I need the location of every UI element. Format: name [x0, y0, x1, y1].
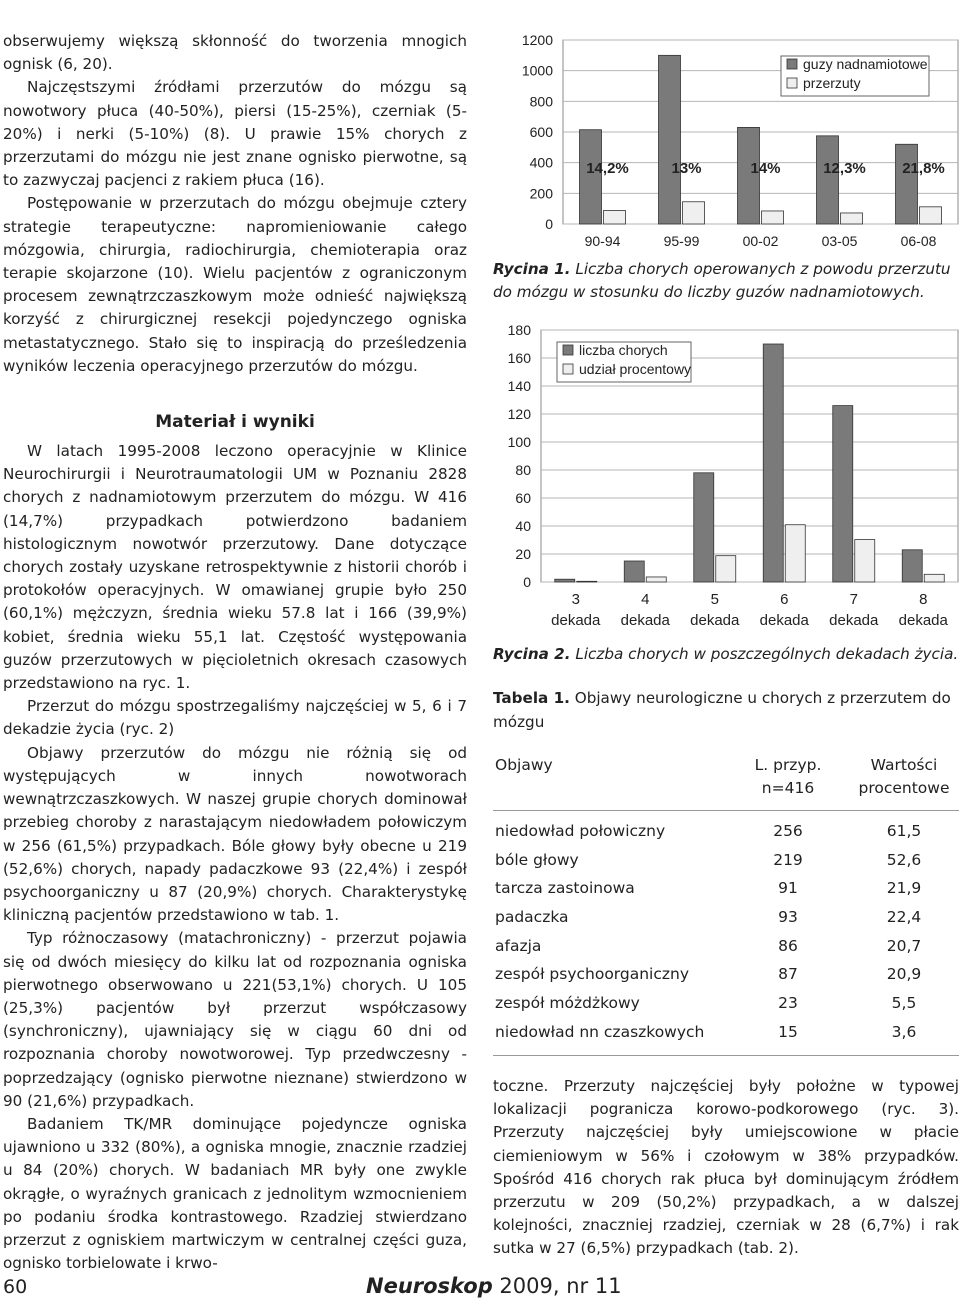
- figure1-bar-chart: [493, 28, 960, 256]
- bar: [694, 473, 714, 582]
- bar: [577, 581, 597, 582]
- table-cell: niedowład połowiczny: [495, 822, 666, 840]
- y-tick-label: 200: [529, 185, 553, 202]
- table-body: [493, 822, 959, 1052]
- figure2-caption: [493, 643, 959, 666]
- figure1-caption: [493, 258, 959, 304]
- table1: [493, 752, 959, 1041]
- table-row: [493, 1023, 959, 1052]
- figure2-caption-text: Liczba chorych w poszczególnych dekadach życia.: [575, 645, 959, 663]
- paragraph: W latach 1995-2008 leczono operacyjnie w Klinice Neurochirurgii i Neurotraumatologii UM w Poznaniu 2828 chorych z nadnamiotowym przerzutem do mózgu. W 416 (14,7%) przypadkach potwierdzono badaniem histologicznym nowotwór przerzutowy. Dane dotyczące chorych zostały uzyskane retrospektywnie z historii chorób i protokołów operacyjnych. W omawianej grupie było 250 (60,1%) mężczyzn, średnia wieku 57.8 lat i 166 (39,9%) kobiet, średnia wieku 55,1 lat. Częstość występowania guzów przerzutowych w pięcioletnich okresach czasowych przedstawiono na ryc. 1.: [3, 442, 467, 693]
- data-label: 12,3%: [823, 160, 866, 177]
- y-tick-label: 40: [515, 518, 531, 534]
- paragraph: Badaniem TK/MR dominujące pojedyncze ogniska ujawniono u 332 (80%), a ogniska mnogie, znacznie rzadziej u 84 (20%) chorych. W badaniach MR były one zwykle okrągłe, o wyraźnych granicach z jednolitym wzmocnieniem po podaniu środka kontrastowego. Rzadziej stwierdzano przerzut z ogniskiem martwiczym w centralnej części guza, ognisko torbielowate i krwo-: [3, 1114, 467, 1273]
- paragraph: Typ różnoczasowy (matachroniczny) - przerzut pojawia się od dwóch miesięcy do kilku lat od rozpoznania ogniska pierwotnego obserwowano u 221(53,1%) chorych. U 105 (25,3%) pacjentów był przerzut współczasowy (synchroniczny), ujawniający się w ciągu 60 dni od rozpoznania choroby nowotworowej. Typ przedwczesny - poprzedzający (ognisko pierwotne nieznane) stwierdzono w 90 (21,6%) przypadkach.: [3, 929, 467, 1110]
- x-tick-label: 95-99: [663, 233, 700, 249]
- table1-title: [493, 686, 959, 734]
- table-cell: 93: [778, 908, 798, 927]
- y-tick-label: 400: [529, 154, 553, 171]
- table-cell: bóle głowy: [495, 850, 579, 869]
- table-cell: 52,6: [886, 850, 922, 869]
- table-header-cell: Wartości: [870, 756, 938, 774]
- table1-title-label: Tabela 1.: [493, 689, 570, 707]
- y-tick-label: 180: [507, 322, 531, 338]
- legend-swatch: [563, 364, 573, 374]
- bar: [902, 550, 922, 582]
- y-tick-label: 160: [507, 350, 531, 366]
- section-heading: Materiał i wyniki: [155, 412, 315, 433]
- y-tick-label: 20: [515, 546, 531, 562]
- x-tick-label: 8 dekada: [898, 591, 948, 629]
- table-cell: 3,6: [891, 1022, 917, 1041]
- table-cell: 21,9: [886, 879, 922, 898]
- bar: [659, 55, 681, 224]
- y-tick-label: 140: [507, 378, 531, 394]
- table-cell: 5,5: [891, 994, 917, 1013]
- page-number: 60: [3, 1276, 28, 1298]
- bar: [833, 406, 853, 582]
- y-tick-label: 1200: [521, 32, 553, 48]
- legend-swatch: [563, 345, 573, 355]
- table-row: [493, 937, 959, 966]
- table-cell: 86: [778, 936, 798, 955]
- bar: [841, 213, 863, 224]
- figure2-bar-chart: [493, 318, 960, 640]
- paragraph: toczne. Przerzuty najczęściej były położne w typowej lokalizacji pogranicza korowo-podkorowego (ryc. 3). Przerzuty najczęściej były umiejscowione w płacie ciemieniowym w 56% i czołowym w 38% przypadków. Spośród 416 chorych rak płuca był dominującym źródłem przerzutu w 209 (50,2%) przypadkach, a w dalszej kolejności, znaczniej rzadziej, czerniak w 28 (6,7%) i rak sutka w 27 (6,5%) przypadkach (tab. 2).: [493, 1077, 959, 1258]
- journal-name: Neuroskop: [366, 1274, 493, 1298]
- y-tick-label: 80: [515, 462, 531, 478]
- journal-citation: [366, 1274, 622, 1298]
- bar: [924, 574, 944, 582]
- x-tick-label: 3 dekada: [551, 591, 601, 629]
- x-tick-label: 5 dekada: [690, 591, 740, 629]
- table-header: [493, 752, 959, 810]
- table-header-cell: L. przyp.: [754, 756, 822, 774]
- y-tick-label: 800: [529, 93, 553, 110]
- table-cell: zespół psychoorganiczny: [495, 965, 690, 984]
- legend-swatch: [787, 59, 797, 69]
- table-cell: afazja: [495, 936, 542, 955]
- paragraph: Najczęstszymi źródłami przerzutów do mózgu są nowotwory płuca (40-50%), piersi (15-25%), czerniak (5-20%) i nerki (5-10%) (8). U prawie 15% chorych z przerzutami do mózgu nie jest znane ognisko pierwotne, są to zazwyczaj pacjenci z rakiem płuca (16).: [3, 78, 467, 190]
- data-label: 21,8%: [902, 160, 945, 177]
- legend-label: udział procentowy: [579, 361, 692, 377]
- x-tick-label: 90-94: [584, 233, 621, 249]
- y-tick-label: 0: [545, 216, 553, 232]
- x-tick-label: 6 dekada: [759, 591, 809, 629]
- bar: [762, 211, 784, 224]
- y-tick-label: 60: [515, 490, 531, 506]
- table-cell: 91: [778, 879, 798, 898]
- table-row: [493, 994, 959, 1023]
- bar: [896, 144, 918, 224]
- bar: [604, 211, 626, 224]
- right-column: [493, 1075, 959, 1261]
- journal-issue: 2009, nr 11: [499, 1274, 622, 1298]
- bar: [646, 577, 666, 582]
- bar: [555, 579, 575, 582]
- table-header-cell: n=416: [761, 779, 815, 797]
- table-cell: 22,4: [886, 908, 922, 927]
- table-cell: zespół móżdżkowy: [495, 994, 640, 1013]
- table-cell: 23: [778, 994, 798, 1013]
- left-column: [3, 30, 467, 1275]
- x-tick-label: 4 dekada: [620, 591, 670, 629]
- data-label: 14,2%: [586, 160, 629, 177]
- x-tick-label: 7 dekada: [829, 591, 879, 629]
- table-row: [493, 851, 959, 880]
- x-tick-label: 06-08: [900, 233, 937, 249]
- bar: [817, 136, 839, 224]
- table-cell: tarcza zastoinowa: [495, 879, 635, 898]
- table-row: [493, 965, 959, 994]
- table-rule: [493, 810, 959, 811]
- table1-title-text: Objawy neurologiczne u chorych z przerzutem do mózgu: [493, 689, 951, 731]
- bar: [716, 556, 736, 582]
- legend-label: liczba chorych: [579, 342, 668, 358]
- figure1-caption-text: Liczba chorych operowanych z powodu przerzutu do mózgu w stosunku do liczby guzów nadnamiotowych.: [493, 260, 951, 301]
- paragraph: Postępowanie w przerzutach do mózgu obejmuje cztery strategie terapeutyczne: napromieniowanie całego mózgowia, chirurgia, radiochirurgia, chemioterapia oraz terapie skojarzone (10). Wielu pacjentów z ograniczonym procesem zewnątrzczaszkowym może odnieść największą korzyść z chirurgicznej resekcji pojedynczego ogniska metastatycznego. Stało się to inspiracją do prześledzenia wyników leczenia operacyjnego przerzutów do mózgu.: [3, 194, 467, 375]
- table-header-cell: procentowe: [858, 779, 950, 797]
- bar: [920, 207, 942, 224]
- table-row: [493, 822, 959, 851]
- table-cell: 15: [778, 1022, 798, 1041]
- figure2-caption-label: Rycina 2.: [493, 645, 571, 663]
- bar: [763, 344, 783, 582]
- bar: [683, 202, 705, 224]
- figure1-caption-label: Rycina 1.: [493, 260, 571, 278]
- page-footer: [0, 1276, 960, 1304]
- bar: [624, 561, 644, 582]
- legend: [557, 342, 691, 382]
- x-tick-label: 03-05: [821, 233, 858, 249]
- legend-swatch: [787, 78, 797, 88]
- table-row: [493, 908, 959, 937]
- table-cell: 61,5: [886, 822, 922, 840]
- table-cell: 20,9: [886, 965, 922, 984]
- paragraph: Objawy przerzutów do mózgu nie różnią się od występujących w innych nowotworach wewnątrzczaszkowych. W naszej grupie chorych dominował przebieg choroby z narastającym niedowładem połowiczym w 256 (61,5%) przypadkach. Bóle głowy były obecne u 219 (52,6%) chorych, napady padaczkowe 93 (22,4%) i zespół psychoorganiczny u 87 (20,9%) chorych. Charakterystykę kliniczną pacjentów przedstawiono w tab. 1.: [3, 743, 467, 925]
- table-rule: [493, 1055, 959, 1056]
- y-tick-label: 600: [529, 124, 553, 140]
- legend: [781, 56, 929, 96]
- y-tick-label: 0: [523, 574, 531, 590]
- x-tick-label: 00-02: [742, 233, 779, 249]
- bar: [855, 540, 875, 582]
- legend-label: przerzuty: [803, 75, 861, 91]
- bar: [785, 525, 805, 582]
- table-cell: 87: [778, 965, 798, 984]
- table-header-cell: Objawy: [495, 756, 553, 774]
- y-tick-label: 1000: [521, 62, 553, 79]
- data-label: 13%: [671, 160, 702, 177]
- data-label: 14%: [750, 160, 781, 177]
- legend-label: guzy nadnamiotowe: [803, 56, 928, 72]
- table-cell: padaczka: [495, 908, 569, 927]
- paragraph: obserwujemy większą skłonność do tworzenia mnogich ognisk (6, 20).: [3, 32, 467, 74]
- y-tick-label: 120: [507, 406, 531, 422]
- table-row: [493, 879, 959, 908]
- table-cell: 256: [773, 822, 803, 840]
- table-cell: 219: [773, 850, 803, 869]
- paragraph: Przerzut do mózgu spostrzegaliśmy najczęściej w 5, 6 i 7 dekadzie życia (ryc. 2): [3, 697, 467, 739]
- table-cell: niedowład nn czaszkowych: [495, 1022, 705, 1041]
- y-tick-label: 100: [507, 434, 531, 450]
- table-cell: 20,7: [886, 936, 922, 955]
